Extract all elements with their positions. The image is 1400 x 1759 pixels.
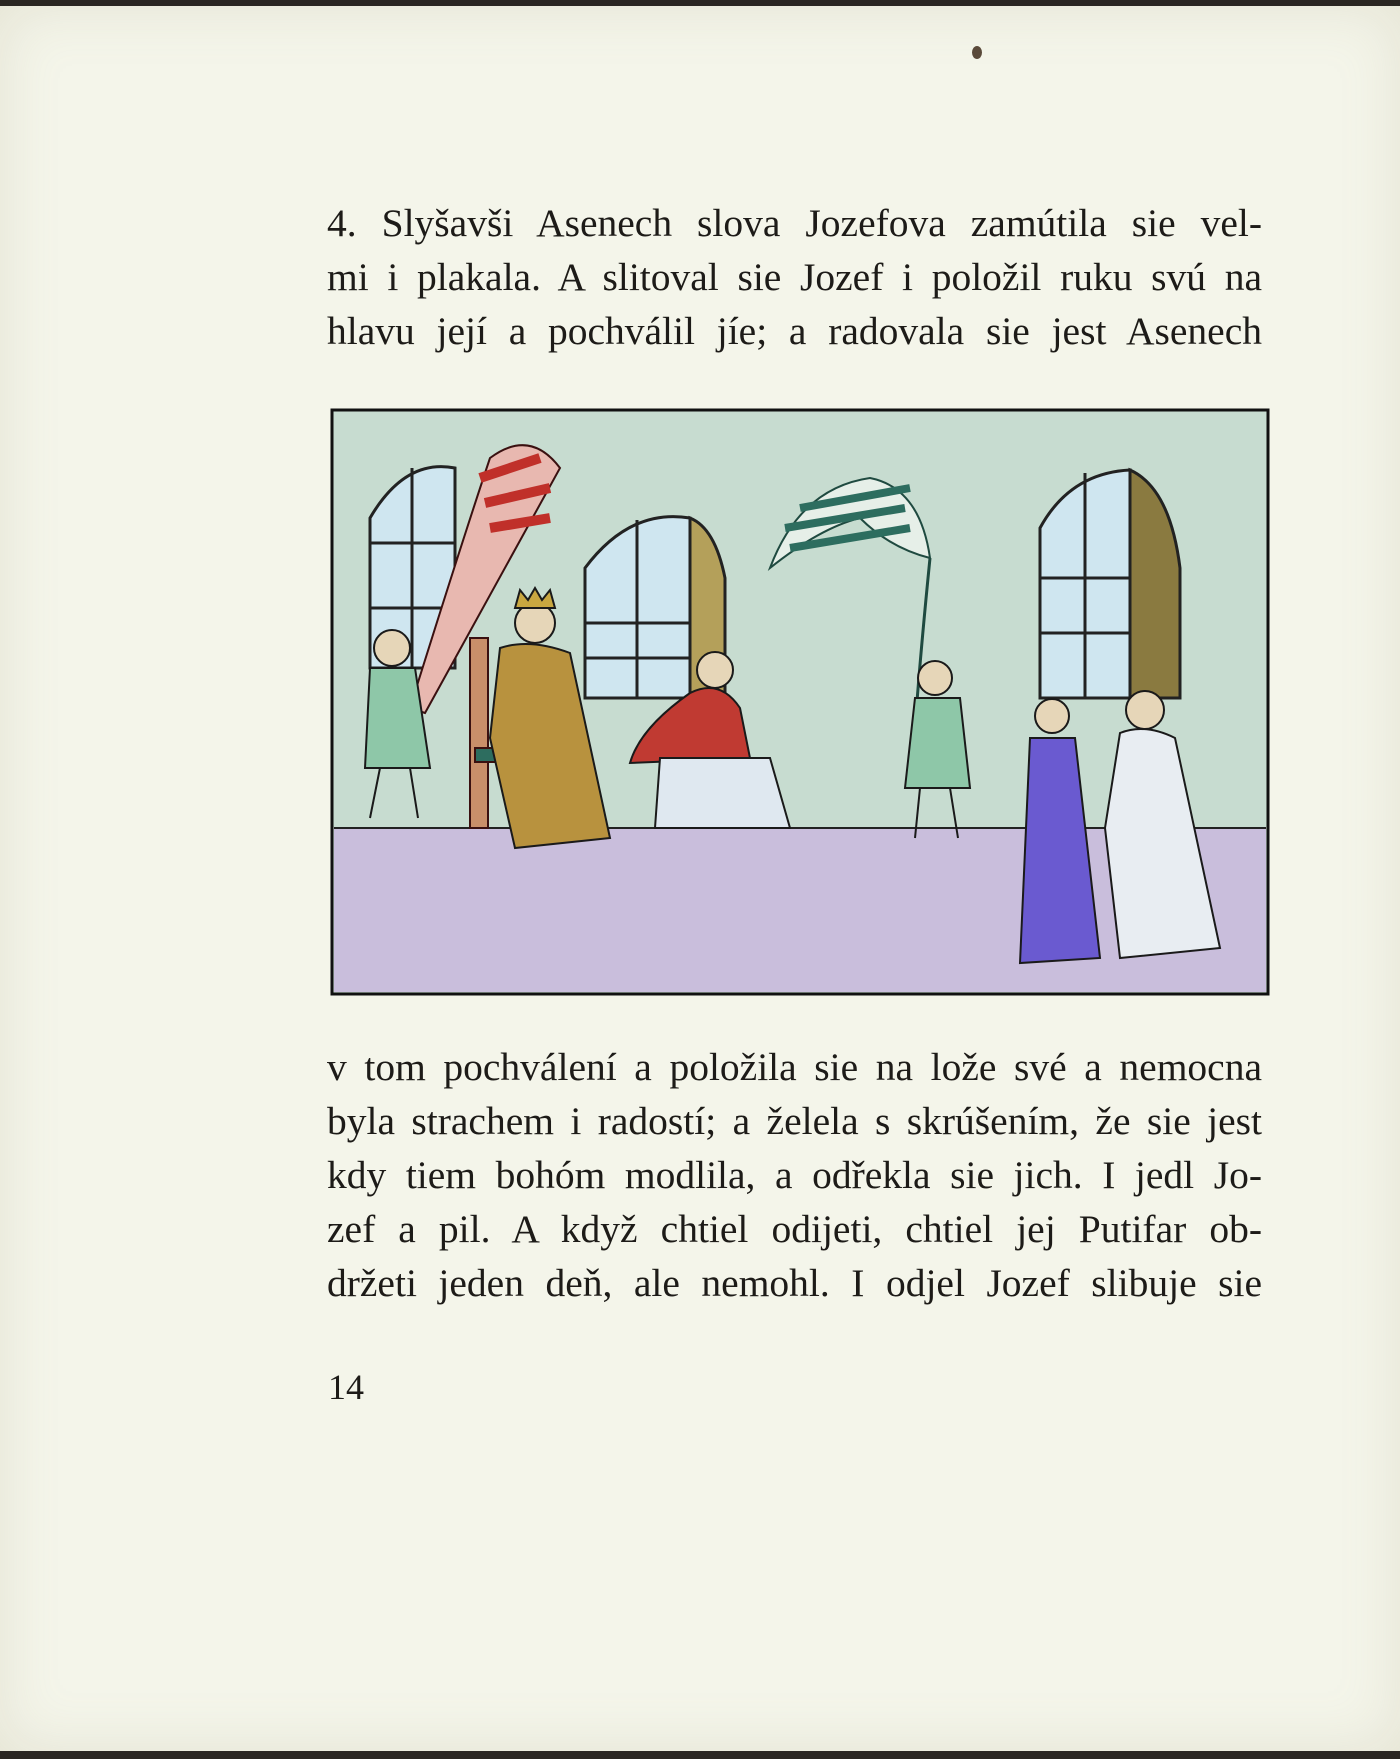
paragraph-top [327, 196, 1262, 358]
text-line: mi i plakala. A slitoval sie Jozef i položil ruku svú na [327, 255, 1262, 299]
text-line: byla strachem i radostí; a želela s skrúšením, že sie jest [327, 1099, 1262, 1143]
illustration-scene [330, 408, 1270, 996]
text-line: 4. Slyšavši Asenech slova Jozefova zamútila sie vel- [327, 201, 1262, 245]
text-line: hlavu její a pochválil jíe; a radovala sie jest Asenech [327, 309, 1262, 353]
text-line: držeti jeden deň, ale nemohl. I odjel Jozef slibuje sie [327, 1261, 1262, 1305]
paragraph-bottom [327, 1040, 1262, 1310]
page-number: 14 [328, 1367, 364, 1407]
text-line: kdy tiem bohóm modlila, a odřekla sie jich. I jedl Jo- [327, 1153, 1262, 1197]
text-line: zef a pil. A když chtiel odijeti, chtiel jej Putifar ob- [327, 1207, 1262, 1251]
window-right [1040, 470, 1180, 698]
text-line: v tom pochválení a položila sie na lože své a nemocna [327, 1045, 1262, 1089]
ink-speck [972, 46, 982, 59]
book-page [0, 6, 1400, 1751]
